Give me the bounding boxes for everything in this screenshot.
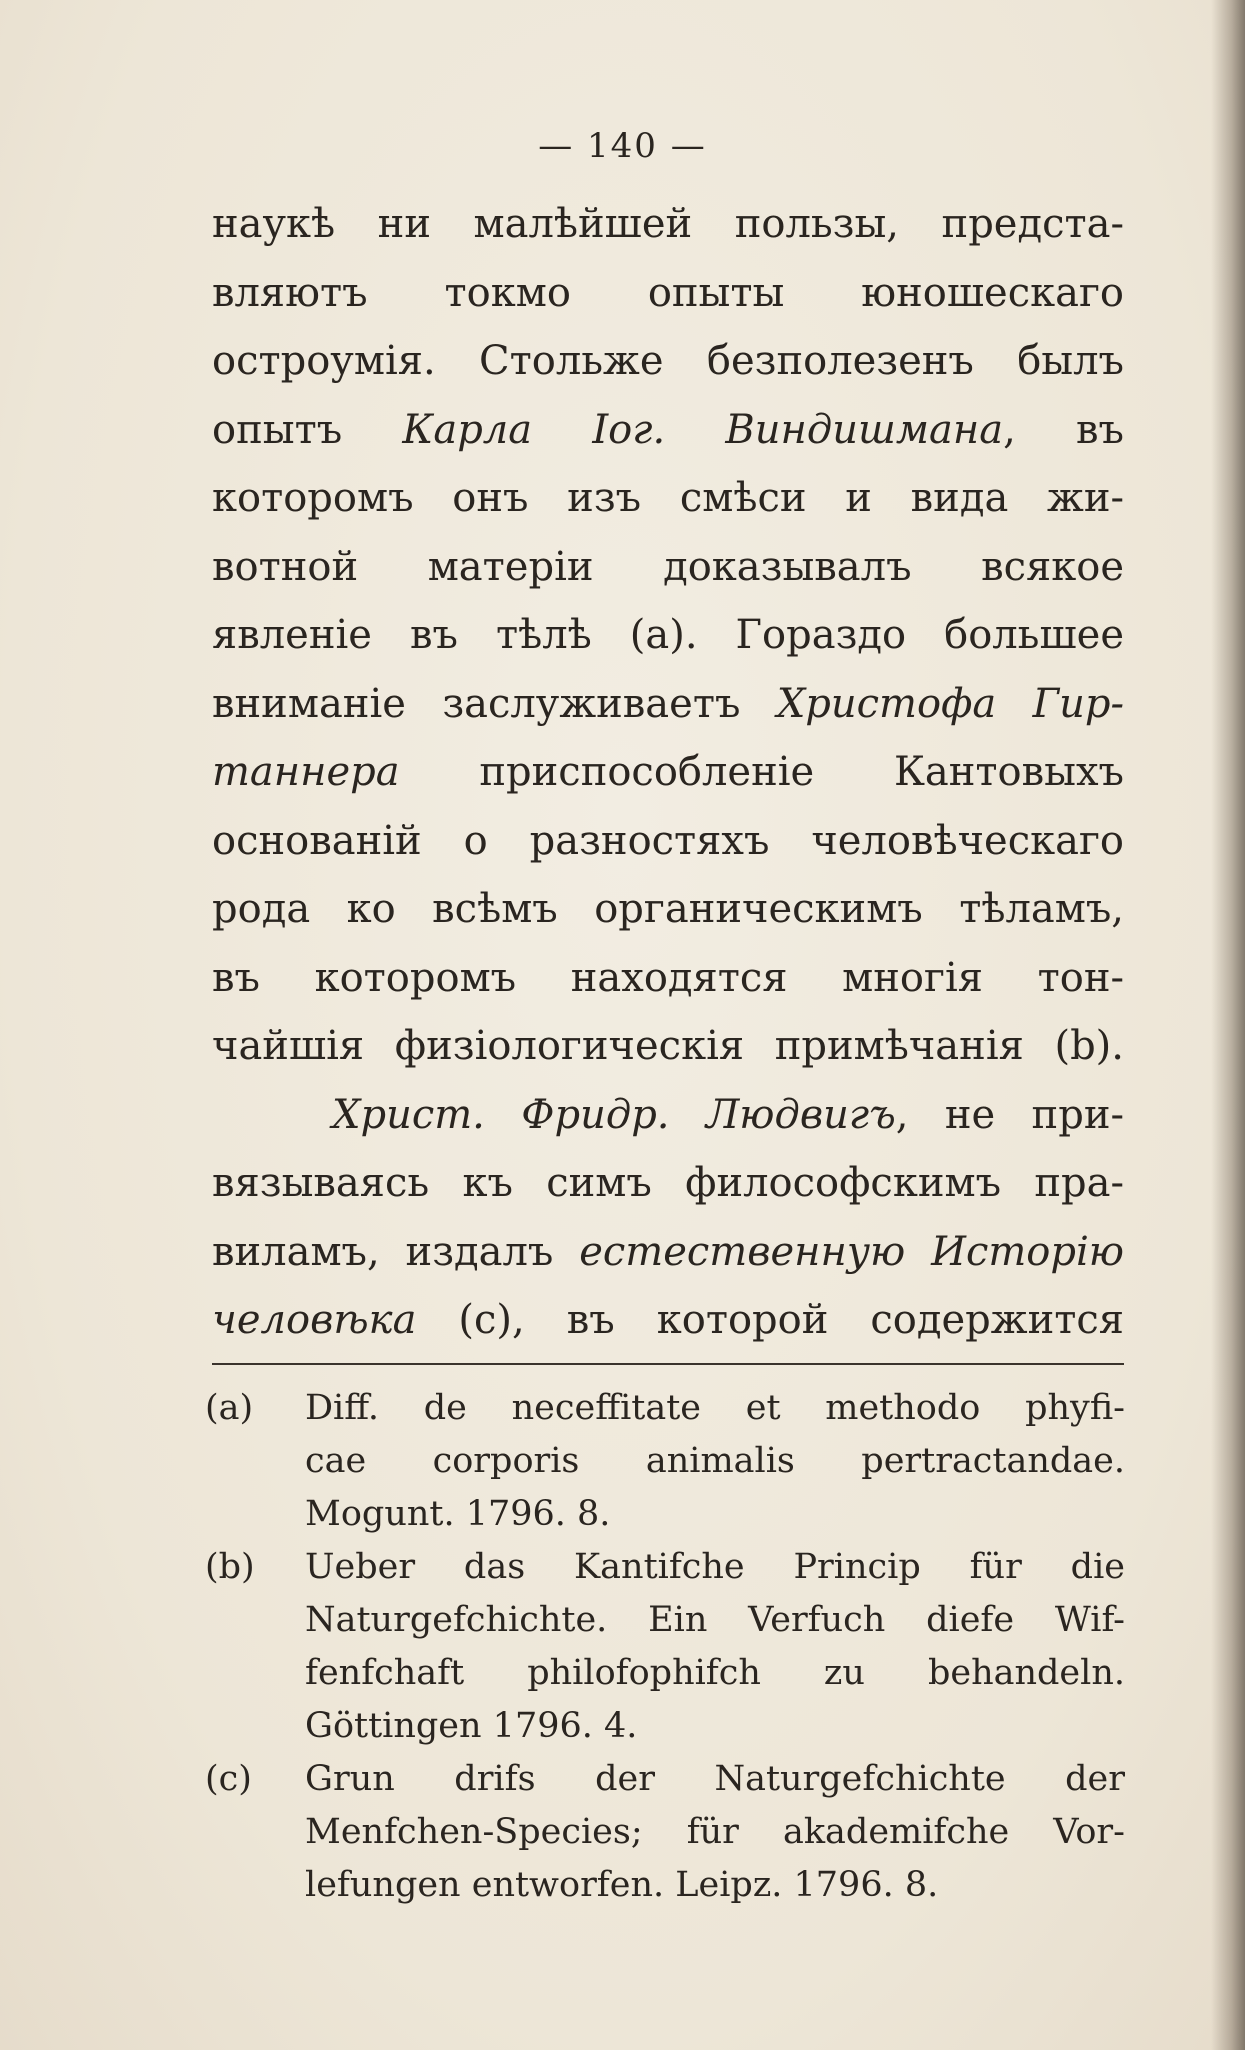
text-line-11: рода ко всѣмъ органическимъ тѣламъ, <box>212 886 1124 932</box>
text-line-9: таннера приспособленіе Кантовыхъ <box>212 749 1124 795</box>
footnote-line: Göttingen 1796. 4. <box>305 1706 638 1746</box>
footnote-c <box>205 1753 1125 1912</box>
text-line-10: основаній о разностяхъ человѣческаго <box>212 817 1124 864</box>
footnote-mark: (a) <box>205 1388 254 1428</box>
text-line-14: Христ. Фридр. Людвигъ, не при- <box>332 1091 1124 1138</box>
footnote-line: cae corporis animalis pertractandae. <box>305 1441 1125 1481</box>
footnote-b <box>205 1541 1125 1753</box>
text-line-1: наукѣ ни малѣйшей пользы, предста- <box>212 201 1124 247</box>
footnotes <box>205 1382 1125 1912</box>
main-text <box>212 190 1124 1355</box>
footnote-line: fenfchaft philofophifch zu behandeln. <box>305 1653 1125 1693</box>
footnote-line: Naturgefchichte. Ein Verfuch diefe Wif- <box>305 1600 1125 1640</box>
text-line-5: которомъ онъ изъ смѣси и вида жи- <box>212 475 1124 521</box>
binding-shadow <box>1211 0 1245 2050</box>
text-line-4: опытъ Карла Іог. Виндишмана, въ <box>212 406 1124 453</box>
footnote-line: Grun drifs der Naturgefchichte der <box>305 1759 1125 1799</box>
text-line-7: явленіе въ тѣлѣ (а). Гораздо большее <box>212 612 1124 658</box>
footnote-divider <box>212 1363 1124 1365</box>
footnote-mark: (b) <box>205 1547 255 1587</box>
italic-name-girtanner-a: Христофа Гир- <box>776 680 1124 727</box>
italic-name-windischmann: Карла Іог. Виндишмана <box>402 406 1004 453</box>
text-line-2: вляютъ токмо опыты юношескаго <box>212 269 1124 316</box>
italic-title-natural-history: естественную Исторію <box>579 1228 1124 1275</box>
page-number: — 140 — <box>538 126 707 166</box>
footnote-line: Mogunt. 1796. 8. <box>305 1494 611 1534</box>
footnote-mark: (c) <box>205 1759 252 1799</box>
text-line-8: вниманіе заслуживаетъ Христофа Гир- <box>212 680 1124 727</box>
text-line-3: остроумія. Стольже безполезенъ былъ <box>212 338 1124 384</box>
footnote-line: Menfchen-Species; für akademifche Vor- <box>305 1812 1125 1852</box>
text-line-13: чайшія физіологическія примѣчанія (b). <box>212 1023 1124 1069</box>
text-line-12: въ которомъ находятся многія тон- <box>212 954 1124 1001</box>
footnote-line: Ueber das Kantifche Princip für die <box>305 1547 1125 1587</box>
italic-title-of-man: человѣка <box>212 1297 417 1343</box>
italic-name-ludwig: Христ. Фридр. Людвигъ <box>332 1091 896 1138</box>
italic-name-girtanner-b: таннера <box>212 749 400 795</box>
text-line-16: виламъ, издалъ естественную Исторію <box>212 1228 1124 1275</box>
footnote-line: lefungen entworfen. Leipz. 1796. 8. <box>305 1865 939 1905</box>
text-line-17: человѣка (с), въ которой содержится <box>212 1297 1124 1343</box>
footnote-line: Diff. de neceffitate et methodo phyfi- <box>305 1388 1125 1428</box>
text-line-15: вязываясь къ симъ философскимъ пра- <box>212 1160 1124 1206</box>
footnote-a <box>205 1382 1125 1541</box>
text-line-6: вотной матеріи доказывалъ всякое <box>212 543 1124 590</box>
